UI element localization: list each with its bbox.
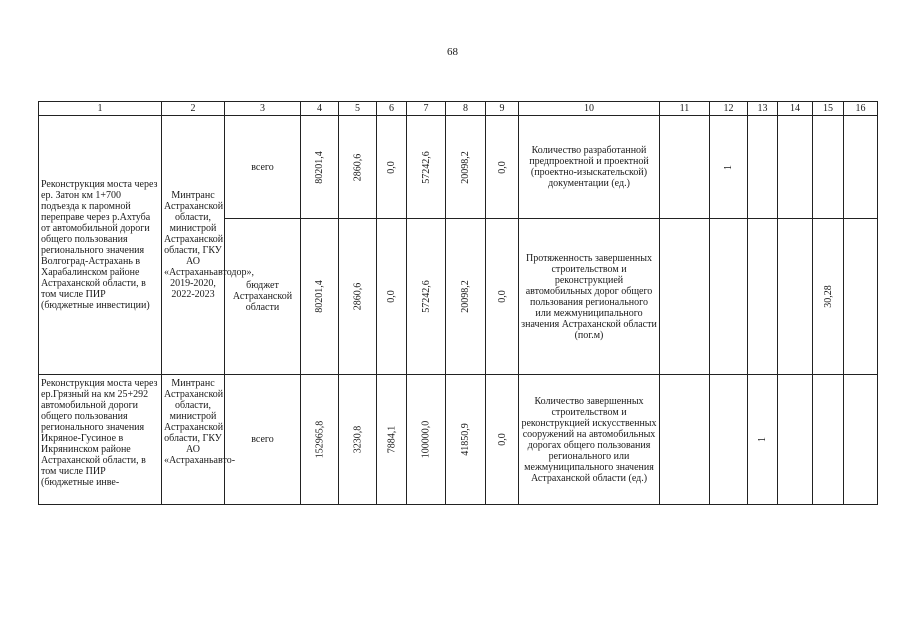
col-header-7: 7 <box>407 102 446 116</box>
cell-15: 30,28 <box>813 219 844 375</box>
cell-14 <box>778 116 813 219</box>
project-name: Реконструкция моста через ер.Грязный на км 25+292 автомобильной дороги общего пользования регионального значения Икряное-Гусиное в Икрянинском районе Астраханской области, в том числе ПИР (бюджетные инве- <box>39 375 162 505</box>
col-header-13: 13 <box>748 102 778 116</box>
col-header-12: 12 <box>710 102 748 116</box>
cell-year-4: 41850,9 <box>446 375 486 505</box>
cell-11 <box>660 375 710 505</box>
cell-year-3: 100000,0 <box>407 375 446 505</box>
col-header-16: 16 <box>844 102 878 116</box>
cell-year-3: 57242,6 <box>407 219 446 375</box>
cell-12 <box>710 219 748 375</box>
cell-15 <box>813 375 844 505</box>
header-row <box>39 102 878 116</box>
cell-12: 1 <box>710 116 748 219</box>
cell-total: 80201,4 <box>301 219 339 375</box>
data-table <box>38 101 878 505</box>
cell-16 <box>844 219 878 375</box>
cell-year-4: 20098,2 <box>446 219 486 375</box>
col-header-14: 14 <box>778 102 813 116</box>
table-row <box>39 375 878 505</box>
col-header-8: 8 <box>446 102 486 116</box>
cell-total: 152965,8 <box>301 375 339 505</box>
cell-year-2: 7884,1 <box>377 375 407 505</box>
cell-year-5: 0,0 <box>486 375 519 505</box>
cell-14 <box>778 375 813 505</box>
col-header-10: 10 <box>519 102 660 116</box>
funding-source: всего <box>225 375 301 505</box>
col-header-6: 6 <box>377 102 407 116</box>
cell-13 <box>748 116 778 219</box>
cell-total: 80201,4 <box>301 116 339 219</box>
cell-year-4: 20098,2 <box>446 116 486 219</box>
cell-11 <box>660 116 710 219</box>
cell-11 <box>660 219 710 375</box>
col-header-9: 9 <box>486 102 519 116</box>
cell-13: 1 <box>748 375 778 505</box>
col-header-1: 1 <box>39 102 162 116</box>
cell-14 <box>778 219 813 375</box>
cell-year-2: 0,0 <box>377 116 407 219</box>
cell-16 <box>844 116 878 219</box>
executor: Минтранс Астраханской области, министрой Астраханской области, ГКУ АО «Астраханьавтодор», 2019-2020, 2022-2023 <box>162 116 225 375</box>
table-row <box>39 116 878 219</box>
col-header-11: 11 <box>660 102 710 116</box>
col-header-4: 4 <box>301 102 339 116</box>
cell-16 <box>844 375 878 505</box>
indicator: Протяженность завершенных строительством и реконструкцией автомобильных дорог общего пользования регионального или межмуниципального значения Астраханской области (пог.м) <box>519 219 660 375</box>
indicator: Количество разработанной предпроектной и проектной (проектно-изыскательской) документации (ед.) <box>519 116 660 219</box>
col-header-2: 2 <box>162 102 225 116</box>
project-name: Реконструкция моста через ер. Затон км 1+700 подъезда к паромной переправе через р.Ахтуба от автомобильной дороги общего пользования регионального значения Волгоград-Астрахань в Харабалинском районе Астраханской области, в том числе ПИР (бюджетные инвестиции) <box>39 116 162 375</box>
cell-year-5: 0,0 <box>486 219 519 375</box>
col-header-3: 3 <box>225 102 301 116</box>
col-header-5: 5 <box>339 102 377 116</box>
cell-year-1: 3230,8 <box>339 375 377 505</box>
cell-year-5: 0,0 <box>486 116 519 219</box>
page-number: 68 <box>447 46 458 58</box>
indicator: Количество завершенных строительством и реконструкцией искусственных сооружений на автомобильных дорогах общего пользования регионального или межмуниципального значения Астраханской области (ед.) <box>519 375 660 505</box>
col-header-15: 15 <box>813 102 844 116</box>
funding-source: всего <box>225 116 301 219</box>
cell-13 <box>748 219 778 375</box>
cell-year-1: 2860,6 <box>339 219 377 375</box>
cell-15 <box>813 116 844 219</box>
cell-12 <box>710 375 748 505</box>
cell-year-1: 2860,6 <box>339 116 377 219</box>
cell-year-3: 57242,6 <box>407 116 446 219</box>
funding-source: бюджет Астраханской области <box>225 219 301 375</box>
cell-year-2: 0,0 <box>377 219 407 375</box>
executor: Минтранс Астраханской области, министрой Астраханской области, ГКУ АО «Астраханьавто- <box>162 375 225 505</box>
